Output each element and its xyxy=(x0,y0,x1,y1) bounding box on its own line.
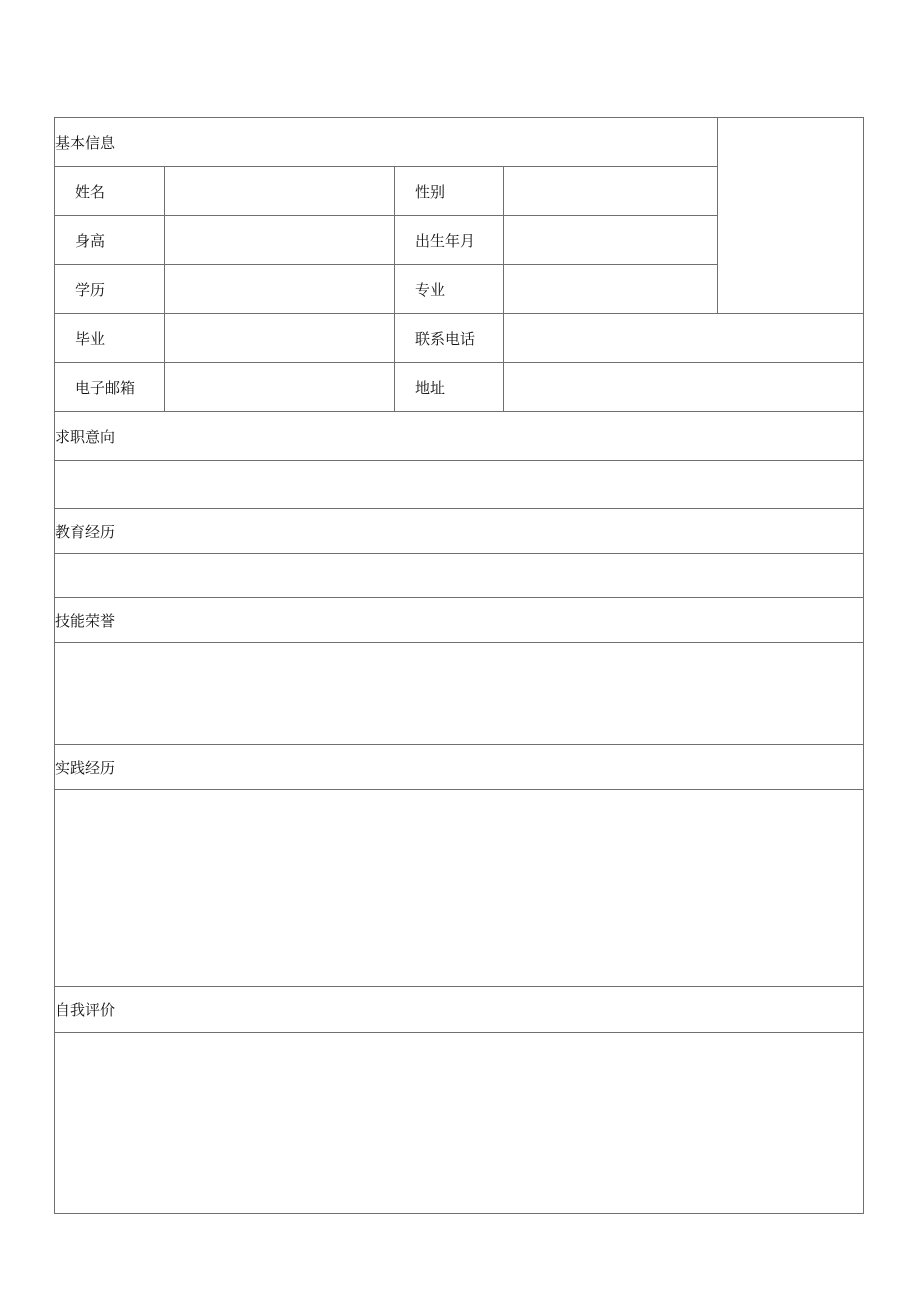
birth-value-field[interactable] xyxy=(503,215,718,265)
name-label xyxy=(54,166,165,216)
email-value-field[interactable] xyxy=(164,362,395,412)
major-label-text: 专业 xyxy=(415,280,446,299)
name-value-field[interactable] xyxy=(164,166,395,216)
skills-honors-title: 技能荣誉 xyxy=(55,611,116,630)
phone-label-text: 联系电话 xyxy=(415,329,476,348)
address-value-field[interactable] xyxy=(503,362,864,412)
major-value-field[interactable] xyxy=(503,264,718,314)
education-history-title: 教育经历 xyxy=(55,522,116,541)
resume-form xyxy=(54,117,864,1214)
height-label-text: 身高 xyxy=(75,231,106,250)
address-label-text: 地址 xyxy=(415,378,446,397)
practice-experience-header xyxy=(54,744,864,790)
job-intention-content[interactable] xyxy=(54,460,864,509)
gender-value-field[interactable] xyxy=(503,166,718,216)
gender-label-text: 性别 xyxy=(415,182,446,201)
self-evaluation-title: 自我评价 xyxy=(55,1001,116,1019)
name-label-text: 姓名 xyxy=(75,182,106,201)
basic-info-header xyxy=(54,117,718,167)
practice-experience-title: 实践经历 xyxy=(55,758,116,777)
major-label xyxy=(394,264,504,314)
skills-honors-header xyxy=(54,597,864,643)
birth-label-text: 出生年月 xyxy=(415,231,476,250)
address-label xyxy=(394,362,504,412)
self-evaluation-content[interactable] xyxy=(54,1032,864,1214)
education-history-header xyxy=(54,508,864,554)
phone-value-field[interactable] xyxy=(503,313,864,363)
skills-honors-content[interactable] xyxy=(54,642,864,745)
email-label xyxy=(54,362,165,412)
birth-label xyxy=(394,215,504,265)
basic-info-title: 基本信息 xyxy=(55,133,116,152)
education-history-content[interactable] xyxy=(54,553,864,598)
practice-experience-content[interactable] xyxy=(54,789,864,987)
height-value-field[interactable] xyxy=(164,215,395,265)
photo-box[interactable] xyxy=(717,117,864,314)
graduated-label xyxy=(54,313,165,363)
education-label xyxy=(54,264,165,314)
education-value-field[interactable] xyxy=(164,264,395,314)
gender-label xyxy=(394,166,504,216)
job-intention-title: 求职意向 xyxy=(55,427,116,446)
education-label-text: 学历 xyxy=(75,280,106,299)
job-intention-header xyxy=(54,411,864,461)
phone-label xyxy=(394,313,504,363)
self-evaluation-header xyxy=(54,986,864,1033)
graduated-value-field[interactable] xyxy=(164,313,395,363)
height-label xyxy=(54,215,165,265)
graduated-label-text: 毕业 xyxy=(75,329,106,348)
email-label-text: 电子邮箱 xyxy=(75,378,136,397)
